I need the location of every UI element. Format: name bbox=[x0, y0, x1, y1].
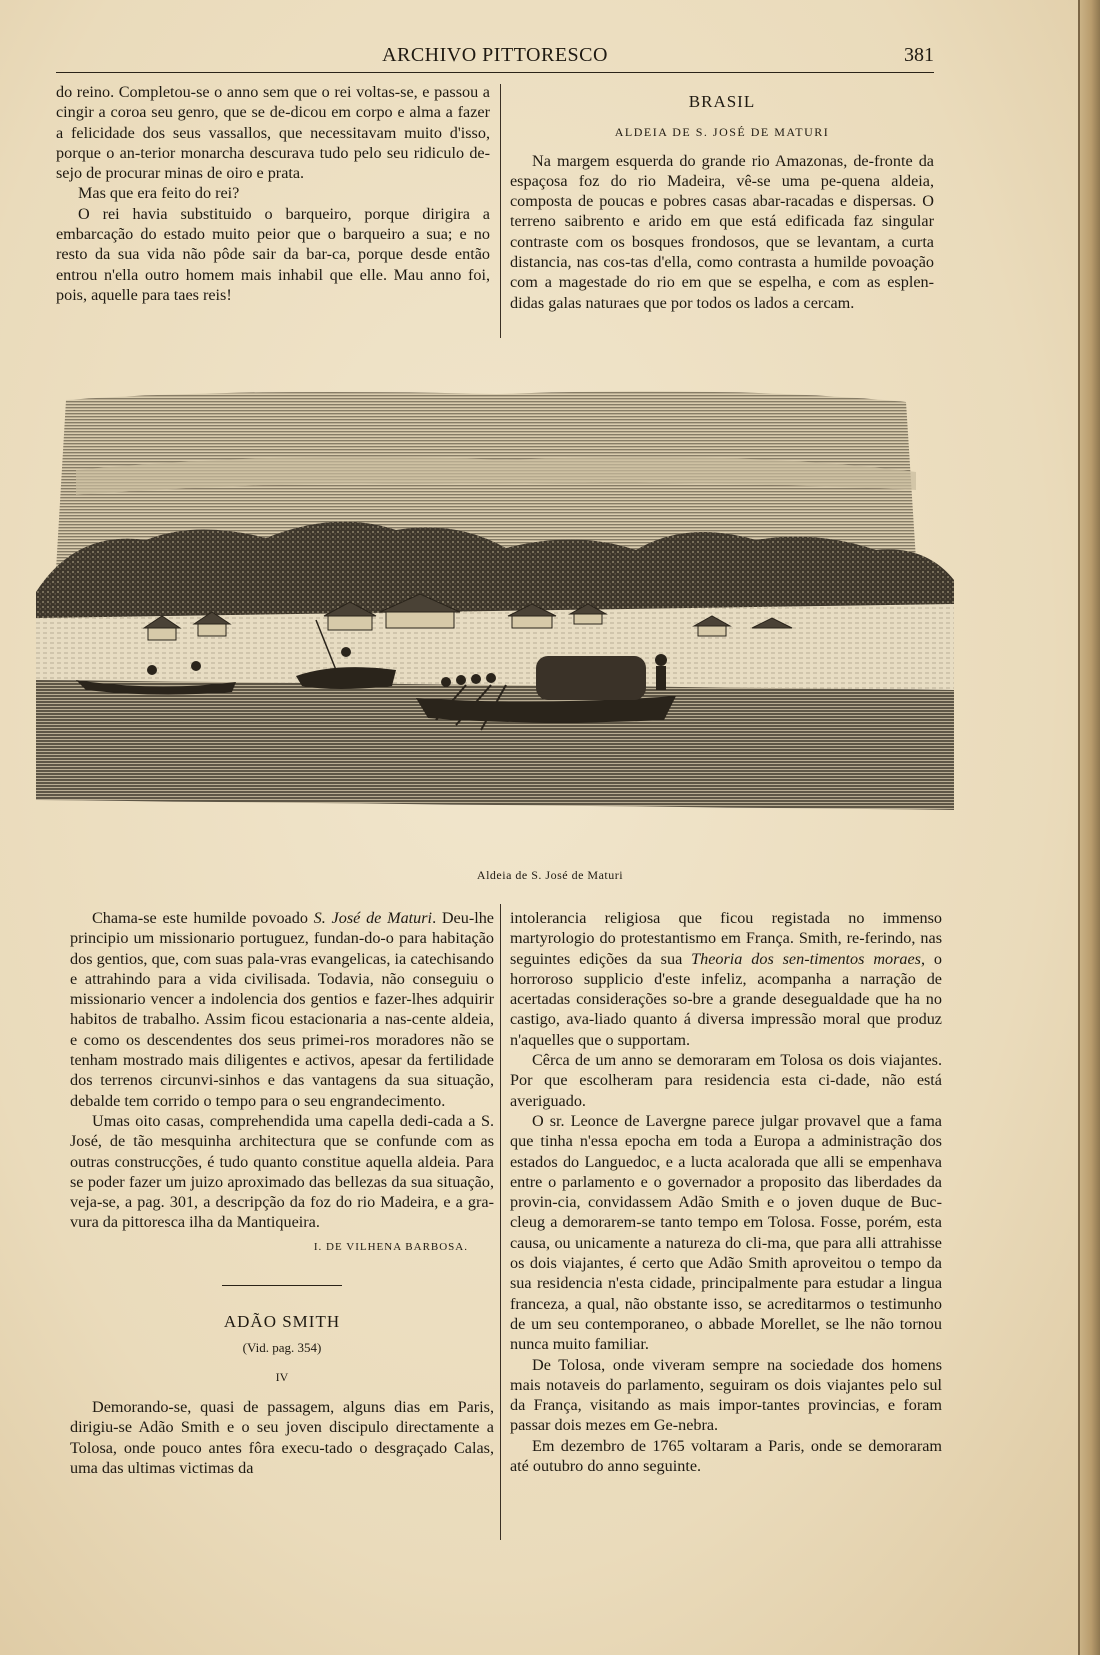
article-adao-smith-column bbox=[510, 908, 942, 1476]
column-divider bbox=[500, 84, 501, 338]
italic-book-title: Theoria dos sen-timentos moraes bbox=[691, 949, 921, 968]
paragraph: Em dezembro de 1765 voltaram a Paris, onde se demoraram até outubro do anno seguinte. bbox=[510, 1436, 942, 1476]
article-rei-column bbox=[56, 82, 490, 305]
paragraph: Cêrca de um anno se demoraram em Tolosa os dois viajantes. Por que escolheram para residencia esta ci-dade, não está averiguado. bbox=[510, 1051, 942, 1110]
author-signature: I. DE VILHENA BARBOSA. bbox=[313, 1240, 468, 1253]
paragraph: Na margem esquerda do grande rio Amazonas, de-fronte da espaçosa foz do rio Madeira, vê-se uma pe-quena aldeia, composta de poucas e pobres casas abar-racadas e dispersas. O terreno saibrento e arido em que está edificada faz singular contraste com os bosques frondosos, que se levantam, a curta distancia, nas cos-tas d'ella, como contrasta a humilde povoação com a magestade do rio em que se espelha, e com as esplen-didas galas naturaes que por todos os lados a cercam. bbox=[510, 151, 934, 312]
village-river-engraving bbox=[36, 380, 954, 848]
article-brasil-column bbox=[510, 92, 934, 313]
paragraph bbox=[510, 908, 942, 1050]
cross-reference: (Vid. pag. 354) bbox=[242, 1340, 322, 1356]
section-separator bbox=[222, 1285, 342, 1286]
paragraph bbox=[70, 908, 494, 1111]
text-run: Chama-se este humilde povoado bbox=[92, 909, 314, 927]
italic-place-name: S. José de Maturi bbox=[313, 909, 433, 927]
column-divider bbox=[500, 904, 501, 1540]
paragraph: Mas que era feito do rei? bbox=[78, 184, 240, 203]
page-header bbox=[56, 40, 934, 73]
text-run: intolerancia religiosa que ficou registada no immenso martyrologio do protestantismo em França. Smith, re-ferindo, nas seguintes edições da sua bbox=[510, 909, 942, 968]
chapter-number: IV bbox=[275, 1369, 289, 1384]
article-aldeia-column bbox=[70, 908, 494, 1478]
paragraph: O rei havia substituido o barqueiro, porque dirigira a embarcação do estado muito peior que o barqueiro a sua; e no resto da sua vida não pôde sair da bar-ca, porque desde então entrou n'ella outro homem mais inhabil que elle. Mau anno foi, pois, aquelle para taes reis! bbox=[56, 204, 490, 304]
paragraph: Umas oito casas, comprehendida uma capella dedi-cada a S. José, de tão mesquinha architectura que se confunde com as outras construcções, é tudo quanto constitue aquella aldeia. Para se poder fazer um juizo aproximado das bellezas da sua situação, veja-se, a pag. 301, a descripção da foz do rio Madeira, e a gra-vura da pittoresca ilha da Mantiqueira. bbox=[70, 1111, 494, 1232]
text-run: , o horroroso supplicio d'este infeliz, acompanha a narração de acertadas considerações so-bre a grande desegualdade que ha no castigo, ava-liado quanto á diversa impressão moral que produz n'aquelles que o supportam. bbox=[510, 949, 942, 1049]
page-number: 381 bbox=[904, 44, 934, 66]
running-title: ARCHIVO PITTORESCO bbox=[382, 44, 608, 66]
paragraph: O sr. Leonce de Lavergne parece julgar provavel que a fama que tinha n'essa epocha em toda a Europa a administração dos estados do Languedoc, e a lucta acalorada que alli se empenhava entre o parlamento e o governador a proposito das liberdades da provin-cia, convidassem Adão Smith e o joven duque de Buc-cleug a demorarem-se tanto tempo em Tolosa. Fosse, porém, esta causa, ou unicamente a natureza do cli-ma, que para alli attrahisse os dois viajantes, é certo que Adão Smith aproveitou o tempo da sua residencia n'esta cidade, principalmente para estudar a lingua franceza, a qual, não obstante isso, se acreditarmos o testimunho de um seu contemporaneo, o abbade Morellet, se lhe não tornou nunca muito familiar. bbox=[510, 1111, 942, 1354]
text-run: . Deu-lhe principio um missionario portuguez, fundan-do-o para habitação dos gentios, que, com suas pala-vras evangelicas, ia catechisando e attrahindo para a vida civilisada. Todavia, não conseguiu o missionario vencer a indolencia dos gentios e fazer-lhes adquirir habitos de trabalho. Assim ficou estacionaria a nas-cente aldeia, e como os descendentes dos seus primei-ros moradores não se tenham mostrado mais diligentes e activos, apesar da fertilidade dos terrenos circunvi-sinhos e das vantagens da sua situação, debalde tem corrido o tempo para o seu engrandecimento. bbox=[70, 909, 494, 1110]
paragraph: Demorando-se, quasi de passagem, alguns dias em Paris, dirigiu-se Adão Smith e o seu joven discipulo directamente a Tolosa, onde pouco antes fôra execu-tado o desgraçado Calas, uma das ultimas victimas da bbox=[70, 1397, 494, 1477]
page-edge bbox=[1078, 0, 1100, 1655]
paragraph: do reino. Completou-se o anno sem que o rei voltas-se, e passou a cingir a coroa seu genro, que se de-dicou em corpo e alma a fazer a felicidade dos seus vassallos, que necessitavam muito d'isso, porque o an-terior monarcha descurava tudo pelo seu ridiculo de-sejo de procurar minas de oiro e prata. bbox=[56, 83, 490, 183]
engraving-illustration bbox=[36, 380, 954, 848]
section-title: BRASIL bbox=[688, 92, 756, 111]
section-title: ADÃO SMITH bbox=[223, 1312, 341, 1332]
paragraph: De Tolosa, onde viveram sempre na sociedade dos homens mais notaveis do parlamento, seguiram os dois viajantes pelo sul da França, visitando as mais impor-tantes provincias, e foram passar dois mezes em Ge-nebra. bbox=[510, 1355, 942, 1435]
section-subtitle: ALDEIA DE S. JOSÉ DE MATURI bbox=[614, 125, 830, 140]
figure-caption: Aldeia de S. José de Maturi bbox=[476, 868, 624, 882]
